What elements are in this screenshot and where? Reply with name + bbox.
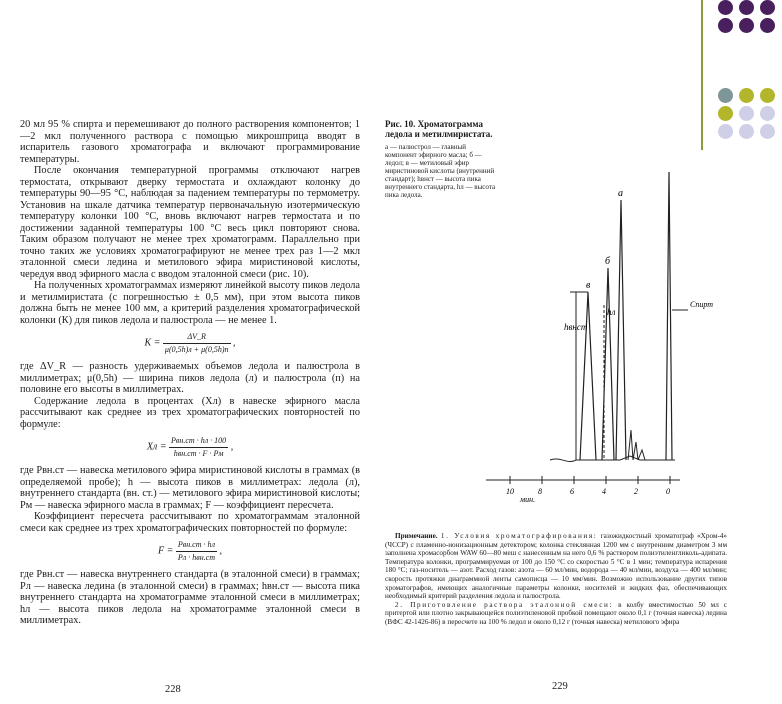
formula-lhs: F =: [157, 545, 174, 557]
formula-lhs: K =: [144, 337, 161, 349]
dot-lavender: [760, 124, 775, 139]
axis-unit: мин.: [520, 495, 536, 504]
paragraph: На полученных хроматограммах измеряют линейкой высоту пиков ледола и метилмиристата (с погрешностью ± 0,5 мм), при этом высота пиков должна быть не менее 100 мм, а критерий разделения хроматографической колонки (К) для пиков ледола и палюстрола — не менее 1.: [20, 280, 360, 326]
axis-tick-label: 10: [506, 487, 514, 496]
left-text-column: [20, 119, 360, 627]
formula-fraction: [169, 435, 228, 459]
paragraph: После окончания температурной программы отключают нагрев термостата, открывают дверку термостата и охлаждают колонку до температуры 90—95 °C, наблюдая за падением температуры по термометру. Установив на шкале датчика температур первоначальную изотермическую температуру колонки 100 °C, вновь включают нагрев термостата и по достижении заданной температуры 100 °C весь цикл повторяют снова. Таким образом получают не менее трех хроматограмм. Параллельно при точно таких же условиях хроматографируют не менее трех раз 1—2 мкл эталонной смеси ледина и метилового эфира миристиновой кислоты, чередуя ввод эфирного масла с вводом эталонной смеси (рис. 10).: [20, 165, 360, 280]
label-v: в: [586, 280, 591, 291]
dot-lavender: [739, 124, 754, 139]
peak-a: [616, 200, 626, 460]
decor-vertical-line: [701, 0, 703, 150]
dot-purple: [718, 0, 733, 15]
note-2-text: в колбу вместимостью 50 мл с притертой или плотно закрывающейся полиэтиленовой пробкой помещают около 0,1 г (точная навеска) ледина (ВФС 42-1426-86) в пересчете на 100 % ледол и около 0,12 г (точная навеска) метилового эфира: [385, 600, 727, 626]
axis-tick-label: 2: [634, 487, 638, 496]
axis-tick-label: 8: [538, 487, 542, 496]
minor-peaks: [628, 430, 645, 460]
page-number: 228: [165, 684, 181, 695]
note-label: Примечание.: [395, 532, 438, 540]
formula-f: [20, 539, 360, 563]
caption-title: Рис. 10. Хроматограмма ледола и метилмиристата.: [385, 119, 493, 139]
paragraph: Коэффициент пересчета рассчитывают по хроматограммам эталонной смеси как среднее из трех хроматографических повторностей по формуле:: [20, 511, 360, 534]
formula-xl: [20, 435, 360, 459]
formula-numerator: ΔV_R: [163, 331, 231, 344]
left-page: [0, 0, 382, 704]
dot-lavender: [739, 106, 754, 121]
axis-tick-label: 4: [602, 487, 606, 496]
formula-lhs: Xл =: [146, 441, 167, 453]
label-hl: hл: [607, 307, 616, 317]
label-b: б: [605, 256, 611, 267]
dot-lavender: [718, 124, 733, 139]
note-1: [385, 532, 727, 601]
paragraph: 20 мл 95 % спирта и перемешивают до полного растворения компонентов; 1—2 мкл полученного раствора с помощью микрошприца вводят в испаритель газового хроматографа и включают программирование температуры.: [20, 119, 360, 165]
formula-denominator: Pл · hвн.ст: [177, 552, 215, 562]
axis-ticks: [506, 476, 670, 496]
peak-solvent: [666, 172, 672, 460]
paragraph: где Pвн.ст — навеска метилового эфира миристиновой кислоты в граммах (в определяемой пробе); h — высота пиков в миллиметрах: ледола (л), внутреннего стандарта (вн. ст.) — метилового эфира миристиновой кислоты; Pм — навеска эфирного масла в граммах; F — коэффициент пересчета.: [20, 465, 360, 511]
chromatogram-svg: [480, 160, 720, 525]
peak-v: [580, 292, 596, 460]
dot-purple: [739, 0, 754, 15]
chromatogram-figure: [480, 160, 720, 525]
note-2-heading: 2. Приготовление раствора эталонной смеси:: [395, 600, 614, 609]
label-spirt: Спирт: [690, 300, 714, 309]
label-a: а: [618, 188, 623, 199]
formula-fraction: [163, 331, 231, 355]
formula-k: [20, 331, 360, 355]
note-1-text: газожидкостный хроматограф «Хром-4» (ЧССР) с пламенно-ионизационным детектором; колонка стеклянная 1200 мм с внутренним диаметром 3 мм заполнена хромасорбом WAW 60—80 меш с нанесенным на него 0,6 % раствором полиэтиленгликоль-адипата. Температура колонки, программируемая от 100 до 150 °C со скоростью 5 °C в 1 мин; температура испарения 180 °C; газ-носитель — азот. Расход газов: азота — 60 мл/мин, водорода — 40 мл/мин, воздуха — 400 мл/мин; скорость протяжки диаграммной ленты самописца — 10 мм/мин. Возможно использование других типов хроматографов, имеющих аналогичные параметры колонки, носителей и жидких фаз, обеспечивающих необходимый критерий разделения ледола и палюстрола.: [385, 532, 728, 601]
dot-purple: [739, 18, 754, 33]
formula-numerator: Pвн.ст · hл · 100: [169, 435, 228, 448]
dot-olive: [760, 88, 775, 103]
paragraph: где ΔV_R — разность удерживаемых объемов ледола и палюстрола в миллиметрах; μ(0,5h) — ширина пиков ледола (л) и палюстрола (п) на половине его высоты в миллиметрах.: [20, 361, 360, 395]
note-block: [385, 532, 727, 627]
dot-purple: [760, 18, 775, 33]
note-1-heading: 1. Условия хроматографирования:: [440, 532, 598, 540]
formula-tail: ,: [219, 545, 222, 557]
dot-lavender: [760, 106, 775, 121]
dot-olive: [718, 106, 733, 121]
baseline: [550, 456, 675, 462]
formula-denominator: hвн.ст · F · Pм: [173, 448, 224, 458]
paragraph: где Pвн.ст — навеска внутреннего стандарта (в эталонной смеси) в граммах; Pл — навеска ледина (в эталонной смеси) в граммах; hвн.ст — высота пика внутреннего стандарта на хроматограмме эталонной смеси в миллиметрах; hл — высота пиков ледола на хроматограмме эталонной смеси в миллиметрах.: [20, 569, 360, 626]
axis-tick-label: 6: [570, 487, 574, 496]
paragraph: Содержание ледола в процентах (Xл) в навеске эфирного масла рассчитывают как среднее из трех хроматографических повторностей по формуле:: [20, 395, 360, 430]
caption-legend: а — палюстрол — главный компонент эфирного масла; б — ледол; в — метиловый эфир миристиновой кислоты (внутренний стандарт); hвнст — высота пика внутреннего стандарта, hл — высота пика ледола.: [385, 143, 496, 199]
note-2: [385, 601, 727, 627]
dot-olive: [739, 88, 754, 103]
formula-fraction: [176, 539, 217, 563]
formula-denominator: μ(0,5h)л + μ(0,5h)п: [164, 344, 229, 354]
formula-tail: ,: [230, 441, 234, 453]
formula-tail: ,: [233, 337, 236, 349]
dot-purple: [760, 0, 775, 15]
formula-numerator: Pвн.ст · hл: [176, 539, 217, 552]
page-number: 229: [552, 681, 568, 692]
dot-slate: [718, 88, 733, 103]
dot-purple: [718, 18, 733, 33]
axis-tick-label: 0: [666, 487, 670, 496]
label-hvnst: hвнст: [564, 322, 588, 332]
